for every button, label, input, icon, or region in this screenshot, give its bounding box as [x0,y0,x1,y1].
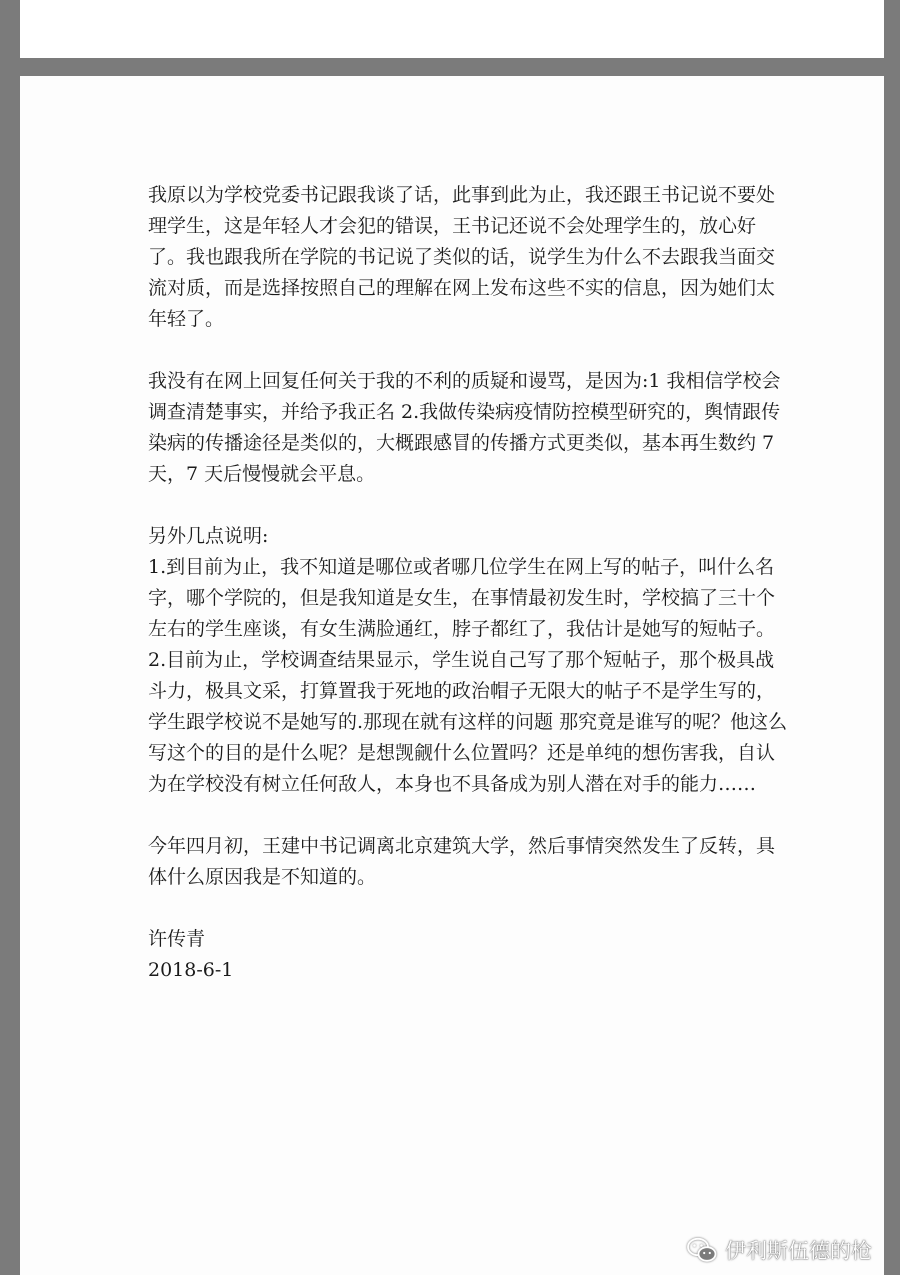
signature-name: 许传青 [148,928,206,950]
paragraph-4-item-1: 1.到目前为止，我不知道是哪位或者哪几位学生在网上写的帖子，叫什么名字，哪个学院的，但是我知道是女生，在事情最初发生时，学校搞了三十个左右的学生座谈，有女生满脸通红，脖子都红了，我估计是她写的短帖子。 [148,556,776,640]
document-body [148,180,788,986]
account-watermark [687,1235,872,1265]
paragraph-3-heading: 另外几点说明: [148,525,269,547]
paragraph-6: 今年四月初，王建中书记调离北京建筑大学，然后事情突然发生了反转，具体什么原因我是不知道的。 [148,835,776,888]
paragraph-5-item-2: 2.目前为止，学校调查结果显示，学生说自己写了那个短帖子，那个极具战斗力，极具文采，打算置我于死地的政治帽子无限大的帖子不是学生写的，学生跟学校说不是她写的.那现在就有这样的问题 那究竟是谁写的呢？他这么写这个的目的是什么呢？是想觊觎什么位置吗？还是单纯的想伤害我，自认为在学校没有树立任何敌人，本身也不具备成为别人潜在对手的能力…… [148,649,788,795]
previous-page-edge [20,0,884,58]
document-page [20,76,884,1275]
wechat-icon [687,1237,717,1263]
paragraph-1: 我原以为学校党委书记跟我谈了话，此事到此为止，我还跟王书记说不要处理学生，这是年轻人才会犯的错误，王书记还说不会处理学生的，放心好了。我也跟我所在学院的书记说了类似的话，说学生为什么不去跟我当面交流对质，而是选择按照自己的理解在网上发布这些不实的信息，因为她们太年轻了。 [148,184,776,330]
paragraph-2: 我没有在网上回复任何关于我的不利的质疑和谩骂，是因为:1 我相信学校会调查清楚事实，并给予我正名 2.我做传染病疫情防控模型研究的，舆情跟传染病的传播途径是类似的，大概跟感冒的传播方式更类似，基本再生数约 7 天，7 天后慢慢就会平息。 [148,370,781,485]
signature-date: 2018-6-1 [148,959,234,981]
watermark-label: 伊利斯伍德的枪 [725,1239,872,1263]
